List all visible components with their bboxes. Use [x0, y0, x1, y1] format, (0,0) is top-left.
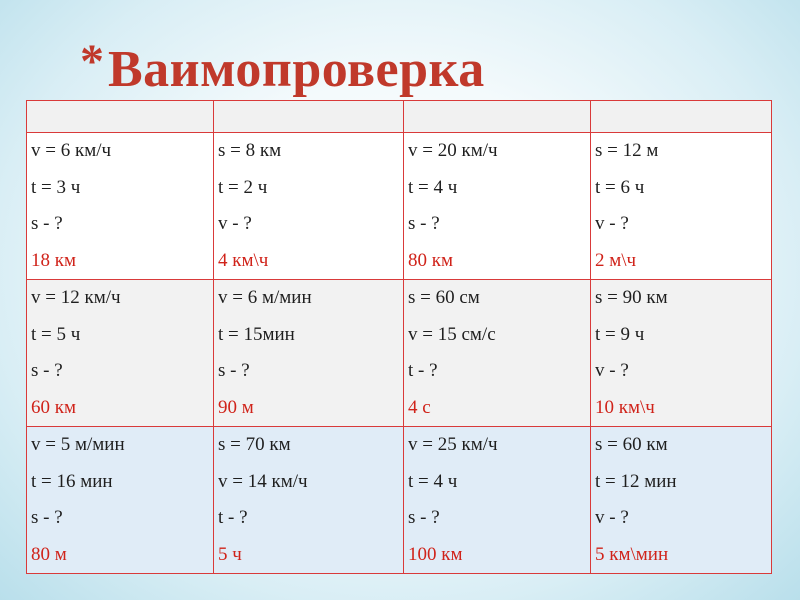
title-text: Ваимопроверка: [108, 41, 485, 98]
problem-line: s - ?: [31, 360, 63, 381]
problem-line: v - ?: [218, 213, 252, 234]
problem-cell: [591, 427, 772, 574]
problem-line: s - ?: [408, 507, 440, 528]
problem-line: t = 6 ч: [595, 176, 645, 198]
answer-line: 10 км\ч: [595, 396, 655, 418]
problem-cell: [27, 427, 214, 574]
problem-line: s - ?: [218, 360, 250, 381]
answer-line: 5 ч: [218, 543, 242, 565]
problem-line: t = 3 ч: [31, 176, 81, 198]
problem-line: v - ?: [595, 213, 629, 234]
header-cell: [214, 101, 404, 133]
problem-line: t - ?: [408, 360, 438, 381]
problem-line: t = 12 мин: [595, 470, 677, 492]
problem-line: v = 14 км/ч: [218, 470, 308, 492]
answer-line: 18 км: [31, 249, 77, 271]
problem-line: t - ?: [218, 507, 248, 528]
answer-line: 100 км: [408, 543, 463, 565]
answer-line: 2 м\ч: [595, 249, 637, 271]
problem-line: s = 12 м: [595, 140, 659, 161]
problem-line: s = 70 км: [218, 434, 291, 455]
problem-line: t = 16 мин: [31, 470, 113, 492]
problem-line: t = 5 ч: [31, 323, 81, 345]
problem-line: s - ?: [31, 213, 63, 234]
table-row: [27, 133, 772, 280]
table-row: [27, 280, 772, 427]
problem-cell: [404, 280, 591, 427]
problem-cell: [214, 427, 404, 574]
problem-line: v - ?: [595, 507, 629, 528]
table-row: [27, 427, 772, 574]
problem-cell: [27, 280, 214, 427]
problem-cell: [27, 133, 214, 280]
problem-cell: [214, 280, 404, 427]
slide-title: [80, 30, 485, 110]
answer-line: 80 км: [408, 249, 454, 271]
problems-table: [26, 100, 772, 574]
problem-line: t = 2 ч: [218, 176, 268, 198]
problem-cell: [591, 133, 772, 280]
problem-line: v = 25 км/ч: [408, 434, 498, 455]
header-cell: [591, 101, 772, 133]
header-cell: [404, 101, 591, 133]
problem-line: v = 20 км/ч: [408, 140, 498, 161]
problem-cell: [404, 427, 591, 574]
problem-line: s - ?: [408, 213, 440, 234]
problem-line: s = 60 км: [595, 434, 668, 455]
problem-line: t = 9 ч: [595, 323, 645, 345]
problem-line: v = 12 км/ч: [31, 287, 121, 308]
problem-line: t = 4 ч: [408, 470, 458, 492]
problem-line: t = 15мин: [218, 323, 295, 345]
problem-line: s = 90 км: [595, 287, 668, 308]
answer-line: 4 км\ч: [218, 249, 269, 271]
table-header-row: [27, 101, 772, 133]
problem-line: v - ?: [595, 360, 629, 381]
problem-cell: [404, 133, 591, 280]
problem-line: s = 60 см: [408, 287, 480, 308]
problem-line: v = 15 см/с: [408, 323, 496, 345]
problem-cell: [214, 133, 404, 280]
problem-line: v = 5 м/мин: [31, 434, 125, 455]
problem-line: t = 4 ч: [408, 176, 458, 198]
problem-cell: [591, 280, 772, 427]
answer-line: 80 м: [31, 543, 67, 565]
problem-line: v = 6 км/ч: [31, 140, 112, 161]
answer-line: 5 км\мин: [595, 543, 669, 565]
asterisk-bullet-icon: *: [80, 35, 104, 88]
problem-line: s - ?: [31, 507, 63, 528]
problem-line: v = 6 м/мин: [218, 287, 312, 308]
answer-line: 60 км: [31, 396, 77, 418]
answer-line: 90 м: [218, 396, 254, 418]
header-cell: [27, 101, 214, 133]
problem-line: s = 8 км: [218, 140, 282, 161]
answer-line: 4 с: [408, 396, 431, 418]
